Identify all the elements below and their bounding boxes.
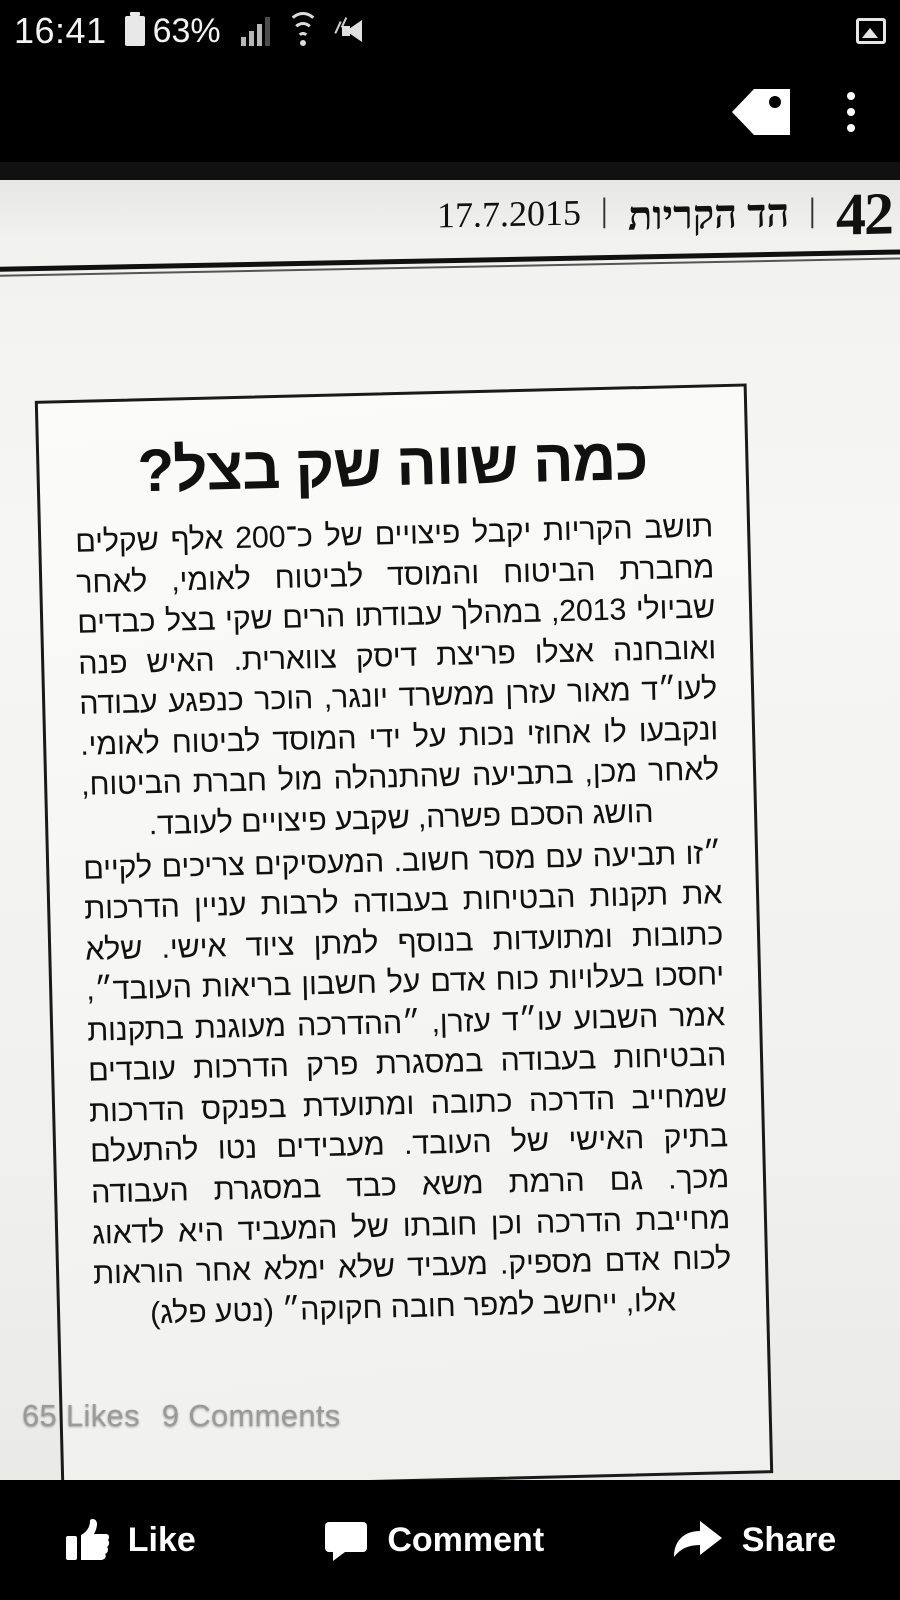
status-bar-right-icons [856, 18, 886, 44]
status-bar [0, 0, 900, 62]
masthead-separator-right: ׀ [805, 198, 820, 229]
likes-count[interactable]: 65 Likes [22, 1398, 140, 1433]
like-button-label: Like [127, 1520, 196, 1559]
photo-icon [856, 18, 886, 44]
like-button[interactable] [50, 1512, 210, 1568]
battery-percent-label: 63% [152, 11, 221, 50]
share-button[interactable] [658, 1513, 851, 1567]
article-headline: כמה שווה שק בצל? [136, 424, 649, 505]
comment-button-label: Comment [387, 1520, 545, 1559]
share-button-label: Share [741, 1520, 837, 1559]
volume-mute-icon [336, 15, 380, 47]
comments-count[interactable]: 9 Comments [161, 1398, 341, 1433]
signal-bars-icon [241, 16, 270, 46]
article-body [75, 506, 733, 1335]
photo-viewer[interactable] [0, 162, 900, 1480]
newspaper-masthead [0, 164, 900, 264]
action-bar [0, 62, 900, 162]
article-clipping [35, 383, 773, 1480]
comment-button[interactable] [309, 1513, 558, 1567]
share-arrow-icon [672, 1519, 724, 1561]
masthead-issue-date: 17.7.2015 [437, 192, 582, 236]
article-paragraph: ״זו תביעה עם מסר חשוב. המעסיקים צריכים לקיים את תקנות הבטיחות בעבודה לרבות עניין הדרכות כתובות ומתועדות בנוסף למתן ציוד אישי. שלא יחסכו בעלויות כוח אדם על חשבון בריאות העובד״, אמר השבוע עו״ד עזרן, ״ההדרכה מעוגנת בתקנות הבטיחות בעבודה במסגרת פרק הדרכות עובדים שמחייב הדרכה כתובה ומתועדת בפנקס הדרכות בתיק האישי של העובד. מעבידים נטו להתעלם מכך. גם הרמת משא כבד במסגרת העבודה מחייבת הדרכה וכן חובתו של המעביד היא לדאוג לכוח אדם מספיק. מעביד שלא ימלא אחר הוראות אלו, ייחשב למפר חובה חקוקה״ (נטע פלג) [82, 835, 732, 1330]
article-paragraph: תושב הקריות יקבל פיצויים של כ־200 אלף שקלים מחברת הביטוח והמוסד לביטוח לאומי, לאחר שביולי 2013, במהלך עבודתו הרים שקי בצל כבדים ואובחנה אצלו פריצת דיסק צווארית. האיש פנה לעו״ד מאור עזרן ממשרד יונגר, הוכר כנפגע עבודה ונקבעו לו אחוזי נכות על ידי המוסד לביטוח לאומי. לאחר מכן, בתביעה שהתנהלה מול חברת הביטוח, הושג הסכם פשרה, שקבע פיצויים לעובד. [74, 509, 720, 842]
masthead-separator-left: ׀ [597, 198, 612, 229]
masthead-paper-name: הד הקריות [627, 189, 790, 239]
bottom-action-bar [0, 1480, 900, 1600]
comment-icon [323, 1519, 369, 1561]
tag-icon[interactable] [728, 84, 794, 140]
engagement-overlay [22, 1398, 341, 1434]
thumbs-up-icon [64, 1518, 110, 1562]
scanned-newspaper-image [0, 162, 900, 1480]
overflow-menu-icon[interactable] [828, 84, 874, 140]
status-clock: 16:41 [14, 10, 107, 51]
battery-icon [125, 16, 145, 46]
masthead-page-number: 42 [836, 179, 892, 248]
wifi-icon [286, 16, 320, 46]
